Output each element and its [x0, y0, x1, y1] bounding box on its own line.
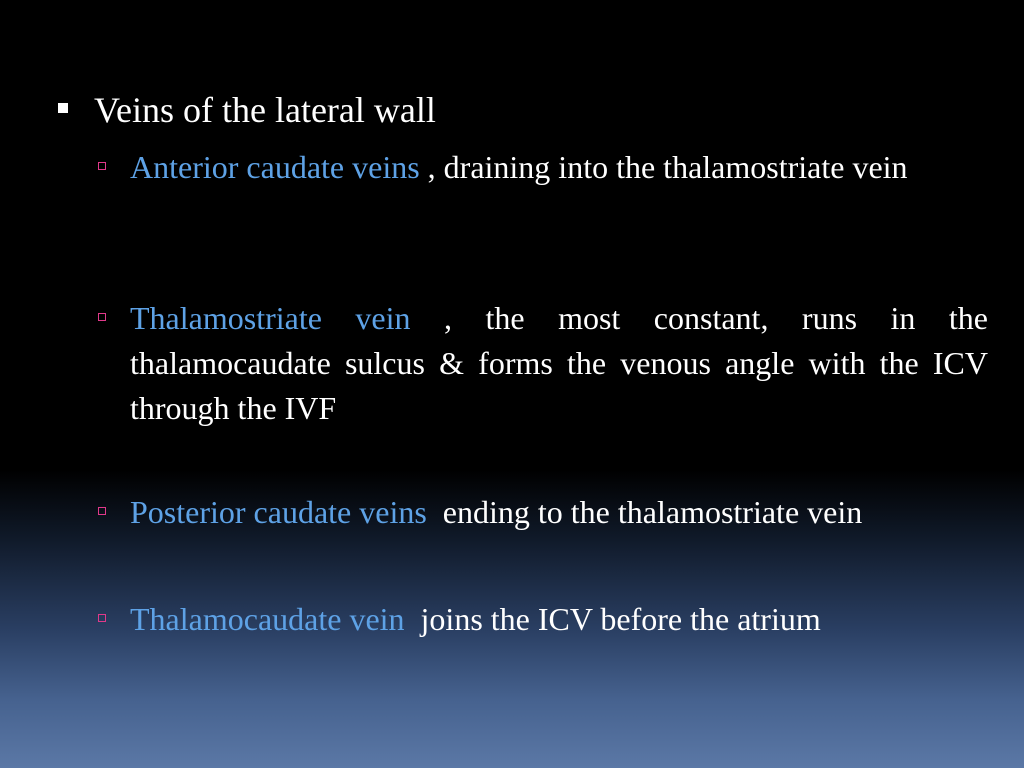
hollow-square-bullet-icon: [98, 162, 106, 170]
term-description: , draining into the thalamostriate vein: [419, 149, 908, 185]
list-item-text: [130, 145, 988, 190]
term-highlight: Thalamocaudate vein: [130, 601, 405, 637]
hollow-square-bullet-icon: [98, 614, 106, 622]
term-highlight: Thalamostriate vein: [130, 300, 411, 336]
term-highlight: Posterior caudate veins: [130, 494, 427, 530]
term-description: joins the ICV before the atrium: [404, 601, 821, 637]
slide-heading: Veins of the lateral wall: [94, 90, 436, 130]
term-highlight: Anterior caudate veins: [130, 149, 420, 185]
term-description: ending to the thalamostriate vein: [426, 494, 863, 530]
hollow-square-bullet-icon: [98, 507, 106, 515]
list-item-text: [130, 490, 988, 535]
hollow-square-bullet-icon: [98, 313, 106, 321]
term-description: , the most constant, runs in the thalamocaudate sulcus & forms the venous angle with the ICV through the IVF: [130, 300, 989, 426]
list-item-text: [130, 296, 988, 431]
list-item-text: [130, 597, 988, 642]
square-bullet-icon: [58, 103, 68, 113]
